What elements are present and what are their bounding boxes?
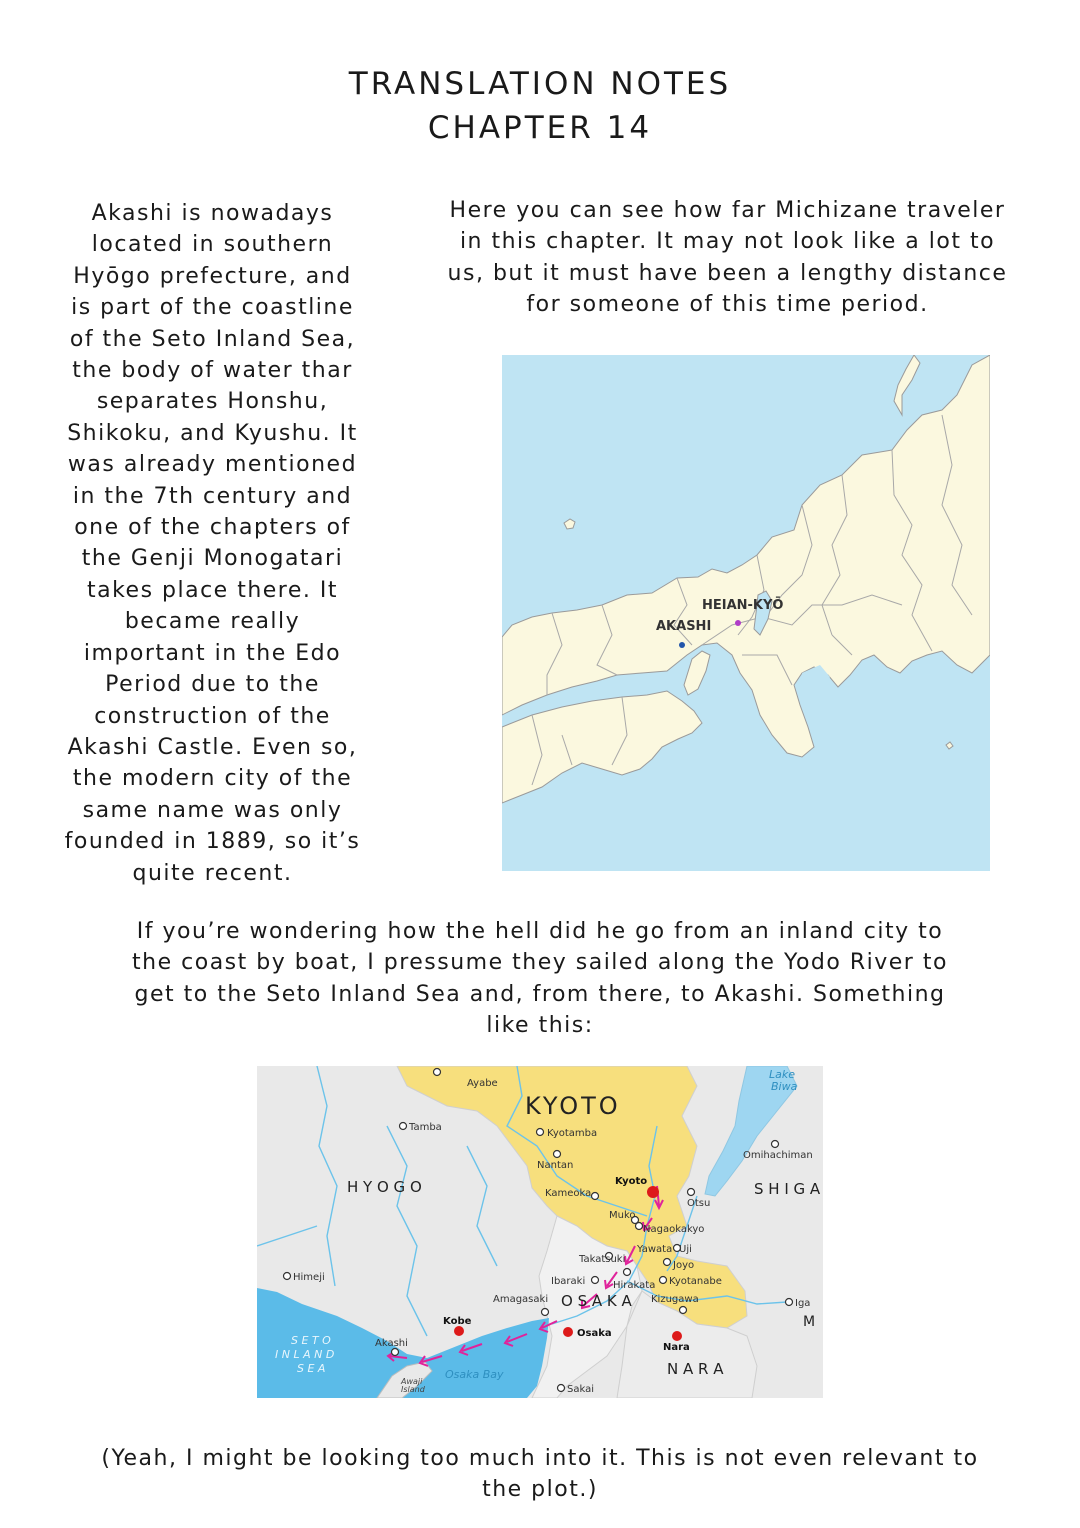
text-line: quite recent. [132, 860, 293, 886]
text-line: Shikoku, and Kyushu. It [67, 420, 358, 446]
city-label: Kyotanabe [669, 1276, 722, 1287]
city-label: Sakai [567, 1384, 594, 1395]
kansai-map [502, 355, 990, 871]
city-label: Nantan [537, 1160, 574, 1171]
nara-region-label: N A R A [667, 1360, 724, 1378]
footer-paragraph [40, 1443, 1040, 1506]
osaka-bay-label: Osaka Bay [445, 1368, 504, 1381]
seto-label-3: S E A [297, 1362, 326, 1375]
city-label: Kyotamba [547, 1128, 598, 1139]
text-line: for someone of this time period. [526, 292, 929, 318]
city-label: Ibaraki [551, 1276, 586, 1287]
hyogo-region-label: H Y O G O [347, 1178, 422, 1196]
lake-biwa-label-2: Biwa [771, 1080, 798, 1093]
text-line: located in southern [91, 232, 334, 258]
kyoto-region-label: KYOTO [525, 1092, 621, 1120]
heian-kyo-marker [735, 620, 741, 626]
text-line: in the 7th century and [72, 483, 353, 509]
city-label: Nara [663, 1342, 690, 1353]
seto-label-1: S E T O [291, 1334, 331, 1347]
text-line: separates Honshu, [96, 389, 329, 415]
city-label: Otsu [687, 1198, 711, 1209]
text-line: important in the Edo [83, 640, 342, 666]
text-line: the plot.) [482, 1477, 598, 1503]
city-label: M [803, 1314, 816, 1330]
text-line: Hyōgo prefecture, and [73, 263, 352, 289]
text-line: in this chapter. It may not look like a lot to [459, 229, 996, 255]
heian-kyo-label: HEIAN-KYŌ [702, 598, 784, 613]
text-line: founded in 1889, so it’s [64, 829, 361, 855]
akashi-paragraph [50, 198, 375, 889]
text-line: the coast by boat, I pressume they sailed along the Yodo River to [132, 950, 948, 976]
city-label: Nagaokakyo [643, 1224, 705, 1235]
city-label: Yawata [637, 1244, 673, 1255]
text-line: us, but it must have been a lengthy distance [447, 260, 1008, 286]
city-label: Iga [795, 1298, 811, 1309]
text-line: Period due to the [105, 672, 320, 698]
title-line-2: CHAPTER 14 [427, 110, 653, 146]
text-line: the body of water thar [72, 358, 353, 384]
distance-paragraph [420, 195, 1035, 321]
text-line: of the Seto Inland Sea, [69, 326, 356, 352]
text-line: same name was only [82, 797, 343, 823]
city-label: Kizugawa [651, 1294, 699, 1305]
shiga-region-label: S H I G A [754, 1180, 821, 1198]
text-line: Here you can see how far Michizane traveler [449, 198, 1006, 223]
text-line: the Genji Monogatari [81, 546, 344, 572]
text-line: takes place there. It [86, 577, 339, 603]
text-line: (Yeah, I might be looking too much into it. This is not even relevant to [101, 1446, 979, 1471]
text-line: get to the Seto Inland Sea and, from there, to Akashi. Something [134, 981, 946, 1007]
city-label: Tamba [409, 1122, 442, 1133]
text-line: one of the chapters of [74, 515, 351, 541]
osaka-region-label: O S A K A [561, 1292, 632, 1310]
text-line: became really [124, 609, 301, 635]
city-label: Kobe [443, 1316, 472, 1327]
awaji-label-1: Awaji [401, 1377, 423, 1386]
route-map [257, 1066, 823, 1398]
awaji-label-2: Island [401, 1385, 425, 1394]
text-line: the modern city of the [72, 766, 353, 792]
city-label: Kameoka [545, 1188, 592, 1199]
akashi-label: AKASHI [656, 619, 712, 634]
city-label: Akashi [375, 1338, 408, 1349]
text-line: is part of the coastline [71, 295, 354, 321]
city-label: Takatsuki [579, 1254, 626, 1265]
city-label: Ayabe [467, 1078, 498, 1089]
text-line: construction of the [94, 703, 331, 729]
seto-label-2: I N L A N D [275, 1348, 335, 1361]
city-label: Hirakata [613, 1280, 656, 1291]
city-label: Uji [679, 1244, 692, 1255]
text-line: Akashi Castle. Even so, [67, 734, 358, 760]
text-line: Akashi is nowadays [91, 201, 334, 226]
text-line: like this: [486, 1013, 594, 1039]
text-line: If you’re wondering how the hell did he go from an inland city to [136, 919, 944, 944]
city-label: Amagasaki [493, 1294, 549, 1305]
text-line: was already mentioned [67, 452, 358, 478]
city-label: Joyo [673, 1260, 695, 1271]
city-label: Omihachiman [743, 1150, 813, 1161]
city-label: Kyoto [615, 1176, 648, 1187]
lake-biwa-label-1: Lake [769, 1068, 796, 1081]
title-line-1: TRANSLATION NOTES [348, 66, 732, 102]
akashi-marker [679, 642, 685, 648]
city-label: Osaka [577, 1328, 612, 1339]
yodo-river-paragraph [85, 916, 995, 1042]
city-label: Himeji [293, 1272, 325, 1283]
city-label: Muko [609, 1210, 636, 1221]
page-title [0, 62, 1080, 150]
